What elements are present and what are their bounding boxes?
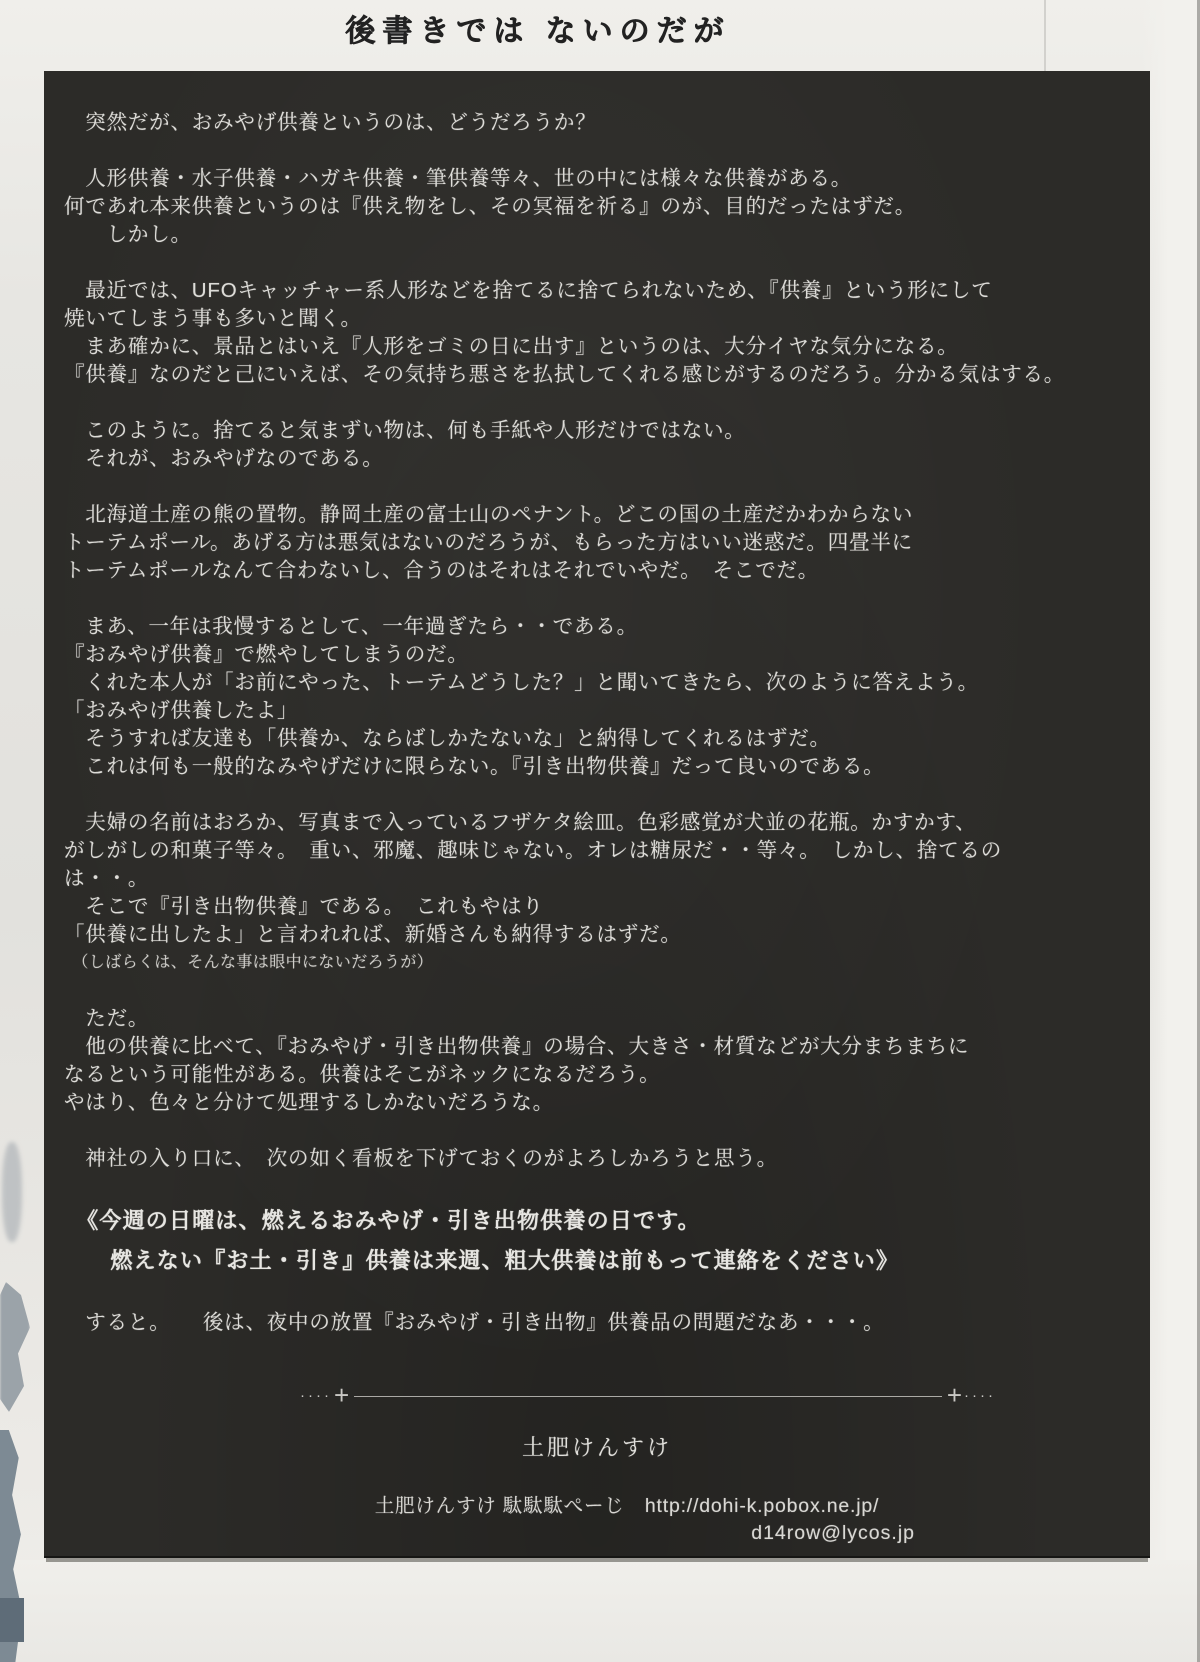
paper-crease [1044,0,1046,72]
text-line: なるという可能性がある。供養はそこがネックになるだろう。 [64,1063,661,1086]
section-divider [300,1380,996,1410]
text-line [64,137,1084,165]
text-line: しかし。 [64,223,192,246]
text-line: 突然だが、おみやげ供養というのは、どうだろうか？ [64,111,597,134]
text-line: 最近では、UFOキャッチャー系人形などを捨てるに捨てられないため、『供養』という形にして [64,279,993,302]
text-line: すると。 後は、夜中の放置『おみやげ・引き出物』供養品の問題だなあ・・・。 [64,1311,885,1334]
text-line: それが、おみやげなのである。 [64,447,384,470]
divider-dots-right: ···· [964,1387,996,1404]
text-line: そこで『引き出物供養』である。 これもやはり [64,895,544,918]
text-line: 「おみやげ供養したよ」 [64,699,299,722]
paper-right-margin [1142,0,1200,1662]
text-line: 夫婦の名前はおろか、写真まで入っているフザケタ絵皿。色彩感覚が犬並の花瓶。かすかす、 [64,811,977,834]
text-line: 北海道土産の熊の置物。静岡土産の富士山のペナント。どこの国の土産だかわからない [64,503,914,526]
torn-paper-corner [0,1598,24,1642]
text-line [64,585,1084,613]
divider-rule [354,1396,942,1397]
email-line: d14row@lycos.jp [751,1522,915,1544]
text-line [64,1173,1084,1201]
body-text [44,71,1150,1337]
text-line: このように。捨てると気まずい物は、何も手紙や人形だけではない。 [64,419,746,442]
text-line: 何であれ本来供養というのは『供え物をし、その冥福を祈る』のが、目的だったはずだ。 [64,195,916,218]
paper-bottom-margin [0,1560,1200,1662]
text-line: （しばらくは、そんな事は眼中にないだろうが） [64,954,434,971]
text-line [64,977,1084,1005]
divider-plus-icon: + [946,1380,963,1410]
text-line [64,781,1084,809]
torn-paper-edge [0,1282,30,1412]
text-line: トーテムポールなんて合わないし、合うのはそれはそれでいやだ。 そこでだ。 [64,559,820,582]
text-line [64,1117,1084,1145]
text-line: まあ、一年は我慢するとして、一年過ぎたら・・である。 [64,615,638,638]
text-line: やはり、色々と分けて処理するしかないだろうな。 [64,1091,554,1114]
text-line: 《今週の日曜は、燃えるおみやげ・引き出物供養の日です。 [64,1208,701,1233]
author-name: 土肥けんすけ [521,1435,672,1460]
text-line: 人形供養・水子供養・ハガキ供養・筆供養等々、世の中には様々な供養がある。 [64,167,853,190]
text-line: 神社の入り口に、 次の如く看板を下げておくのがよろしかろうと思う。 [64,1147,778,1170]
divider-dots-left: ···· [300,1387,332,1404]
text-line: ただ。 [64,1007,150,1030]
text-line [64,473,1084,501]
text-line: そうすれば友達も「供養か、ならばしかたないな」と納得してくれるはずだ。 [64,727,831,750]
text-line: トーテムポール。あげる方は悪気はないのだろうが、もらった方はいい迷惑だ。四畳半に [64,531,913,554]
afterword-board [44,71,1150,1558]
text-line: 他の供養に比べて、『おみやげ・引き出物供養』の場合、大きさ・材質などが大分まちまちに [64,1035,970,1058]
website-line: 土肥けんすけ 駄駄駄ぺーじ http://dohi-k.pobox.ne.jp/ [374,1495,880,1517]
text-line: これは何も一般的なみやげだけに限らない。『引き出物供養』だって良いのである。 [64,755,885,778]
text-line [64,1281,1084,1309]
text-line: がしがしの和菓子等々。 重い、邪魔、趣味じゃない。オレは糖尿だ・・等々。 しかし、捨てるのは・・。 [64,839,1002,890]
text-line: くれた本人が「お前にやった、トーテムどうした？」と聞いてきたら、次のように答えよう。 [64,671,979,694]
text-line [64,389,1084,417]
torn-paper-edge [2,1142,22,1242]
page-title: 後書きでは ないのだが [345,15,731,48]
text-line: 『おみやげ供養』で燃やしてしまうのだ。 [64,643,469,666]
text-line: 焼いてしまう事も多いと聞く。 [64,307,362,330]
text-line: まあ確かに、景品とはいえ『人形をゴミの日に出す』というのは、大分イヤな気分になる。 [64,335,959,358]
text-line: 燃えない『お土・引き』供養は来週、粗大供養は前もって連絡をください》 [64,1248,900,1273]
text-line: 「供養に出したよ」と言われれば、新婚さんも納得するはずだ。 [64,923,682,946]
text-line [64,249,1084,277]
divider-plus-icon: + [333,1380,350,1410]
text-line: 『供養』なのだと己にいえば、その気持ち悪さを払拭してくれる感じがするのだろう。分かる気はする。 [64,363,1066,386]
